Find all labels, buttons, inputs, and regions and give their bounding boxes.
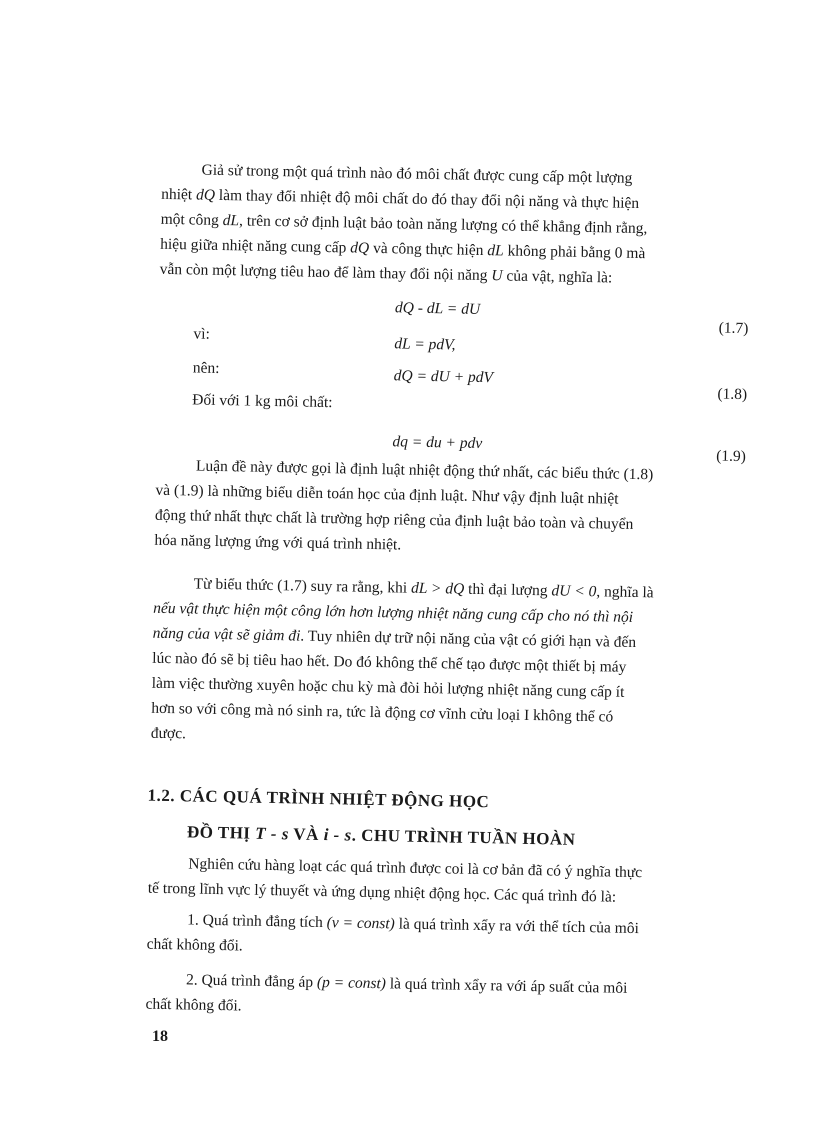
text-line: Nghiên cứu hàng loạt các quá trình được coi là cơ bản đã có ý nghĩa thực (188, 855, 643, 882)
equation-number-1-9: (1.9) (716, 447, 747, 466)
text: VÀ (288, 824, 324, 845)
italic-line: nếu vật thực hiện một công lớn hơn lượng nhiệt năng cung cấp cho nó thì nội (153, 599, 634, 626)
text: và công thực hiện (368, 239, 488, 260)
paragraph-intro (159, 157, 761, 293)
text-line: hơn so với công mà nó sinh ra, tức là động cơ vĩnh cửu loại I không thể có (151, 699, 614, 726)
text: không phải bằng 0 mà (503, 242, 646, 263)
expr: dU < 0 (551, 582, 597, 601)
text: . Tuy nhiên dự trữ nội năng của vật có giới hạn và đến (300, 627, 637, 651)
var-Ts: T - s (255, 823, 290, 844)
text-line: lúc nào đó sẽ bị tiêu hao hết. Do đó không thể chế tạo được một thiết bị máy (152, 649, 627, 676)
var-dL: dL (222, 211, 240, 230)
equation-1-8: dQ = dU + pdV (393, 367, 494, 387)
list-item-isochoric (147, 907, 748, 969)
equation-1-7: dQ - dL = dU (394, 299, 481, 318)
paragraph-perpetual-motion (151, 571, 754, 757)
text: một công (160, 210, 223, 229)
label-nen: nên: (192, 359, 220, 377)
list-item-isobaric (145, 967, 746, 1029)
text: , trên cơ sở định luật bảo toàn năng lượng có thể khẳng định rằng, (238, 212, 648, 238)
text: . CHU TRÌNH TUẦN HOÀN (351, 825, 576, 849)
text-line: làm việc thường xuyên hoặc chu kỳ mà đòi hỏi lượng nhiệt năng cung cấp ít (151, 674, 625, 701)
expr: dL > dQ (410, 579, 465, 598)
text: ĐỒ THỊ (186, 822, 256, 843)
text: nhiệt (160, 185, 197, 204)
text: là quá trình xẩy ra với thể tích của môi (394, 915, 640, 938)
text: thì đại lượng (464, 580, 552, 600)
label-vi: vì: (193, 325, 211, 343)
text-line: chất không đổi. (146, 935, 243, 955)
expr: (v = const) (326, 914, 395, 933)
equation-dL: dL = pdV, (394, 335, 456, 354)
text-line: và (1.9) là những biểu diễn toán học của định luật. Như vậy định luật nhiệt (155, 481, 619, 508)
text: Từ biểu thức (1.7) suy ra rằng, khi (193, 575, 412, 597)
text-line: tế trong lĩnh vực lý thuyết và ứng dụng nhiệt động học. Các quá trình đó là: (147, 879, 617, 906)
section-subheading (187, 819, 576, 851)
equation-1-9: dq = du + pdv (392, 433, 483, 453)
text: là quá trình xẩy ra với áp suất của môi (385, 975, 628, 997)
label-per-kg: Đối với 1 kg môi chất: (192, 391, 333, 412)
text-line: được. (150, 724, 187, 743)
text: 2. Quá trình đẳng áp (185, 971, 318, 991)
text: , nghĩa là (596, 583, 654, 602)
text: làm thay đổi nhiệt độ môi chất do đó thay đổi nội năng và thực hiện (214, 186, 640, 212)
text: 1. Quá trình đẳng tích (187, 911, 327, 932)
text: hiệu giữa nhiệt năng cung cấp (160, 235, 351, 257)
text-line: Luận đề này được gọi là định luật nhiệt động thứ nhất, các biểu thức (1.8) (195, 457, 654, 484)
var-is: i - s (323, 825, 352, 845)
paragraph-first-law (154, 453, 756, 565)
paragraph-processes (148, 851, 749, 913)
var-dQ: dQ (350, 239, 370, 257)
text: vẫn còn một lượng tiêu hao để làm thay đổi nội năng (159, 260, 492, 285)
text-line: chất không đổi. (145, 995, 242, 1015)
text-line: động thứ nhất thực chất là trường hợp riêng của định luật bảo toàn và chuyển (154, 506, 634, 533)
text-line: hóa năng lượng ứng với quá trình nhiệt. (154, 531, 402, 554)
var-dL: dL (487, 242, 504, 260)
text-line: Giả sử trong một quá trình nào đó môi chất được cung cấp một lượng (201, 161, 633, 187)
italic-text: năng của vật sẽ giảm đi (152, 624, 301, 645)
var-dQ: dQ (195, 186, 216, 204)
var-U: U (491, 267, 503, 285)
text: của vật, nghĩa là: (502, 267, 613, 287)
equation-number-1-8: (1.8) (717, 385, 748, 404)
section-heading: 1.2. CÁC QUÁ TRÌNH NHIỆT ĐỘNG HỌC (147, 785, 490, 812)
expr: (p = const) (316, 973, 387, 993)
page-number: 18 (152, 1028, 168, 1045)
equation-number-1-7: (1.7) (718, 319, 749, 338)
